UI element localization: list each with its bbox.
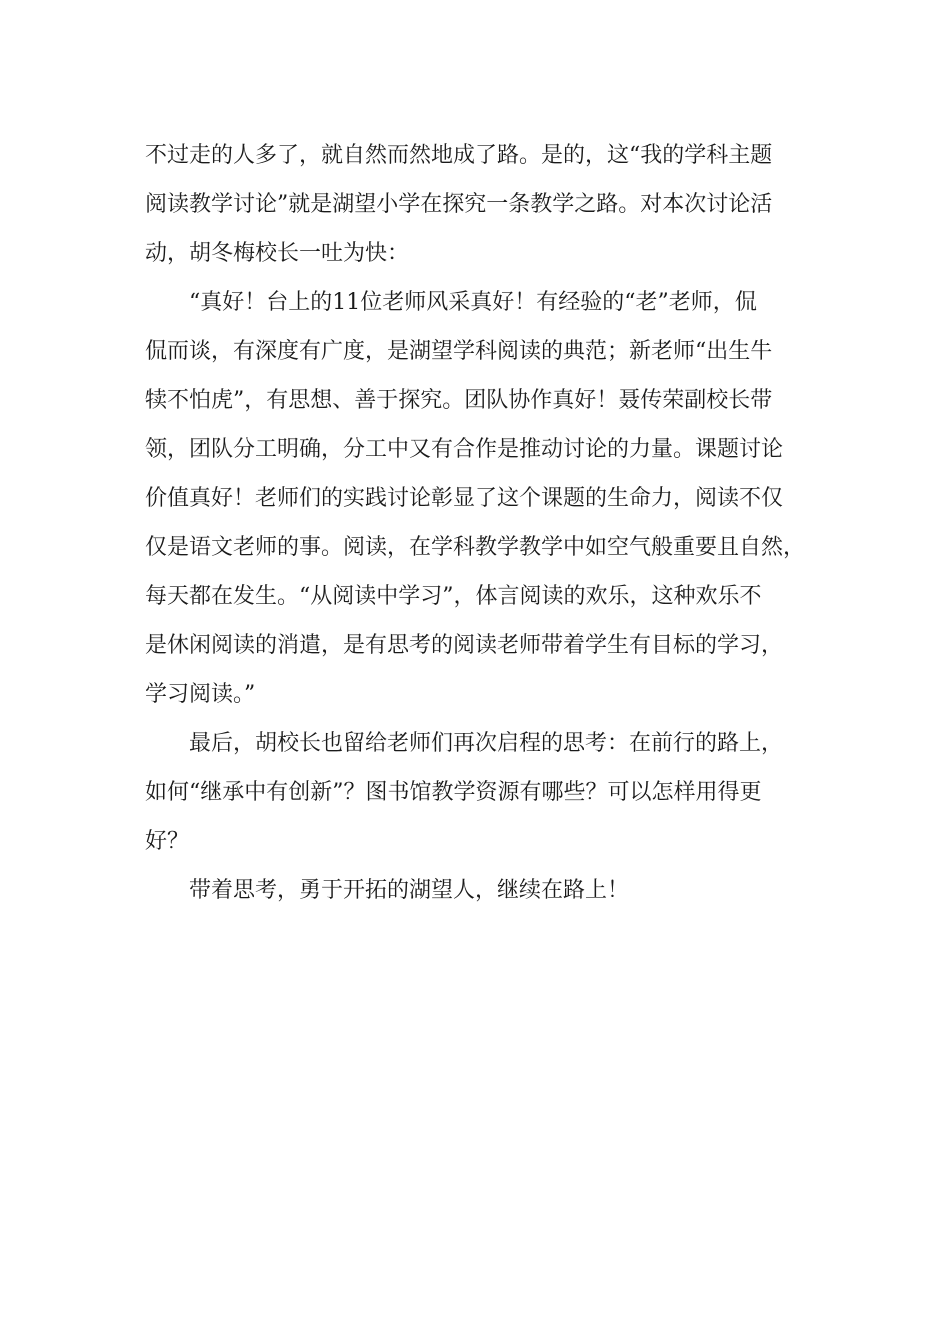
text-line: 价值真好！老师们的实践讨论彰显了这个课题的生命力，阅读不仅 <box>145 486 784 511</box>
text-line: 不过走的人多了，就自然而然地成了路。是的，这“我的学科主题 <box>145 143 773 168</box>
paragraph-1 <box>145 131 835 278</box>
text-line: 好？ <box>145 829 190 854</box>
paragraph-4 <box>145 866 835 915</box>
text-line: 仅是语文老师的事。阅读，在学科教学教学中如空气般重要且自然， <box>145 535 806 560</box>
paragraph-3 <box>145 719 835 866</box>
text-line: 学习阅读。” <box>145 682 256 707</box>
text-line: 领，团队分工明确，分工中又有合作是推动讨论的力量。课题讨论 <box>145 437 784 462</box>
text-line: 阅读教学讨论”就是湖望小学在探究一条教学之路。对本次讨论活 <box>145 192 773 217</box>
document-body <box>145 131 835 915</box>
text-line: 是休闲阅读的消遣，是有思考的阅读老师带着学生有目标的学习， <box>145 633 784 658</box>
text-line: 侃而谈，有深度有广度，是湖望学科阅读的典范；新老师“出生牛 <box>145 339 773 364</box>
text-line: 带着思考，勇于开拓的湖望人，继续在路上！ <box>189 878 630 903</box>
text-line: “真好！台上的11位老师风采真好！有经验的“老”老师，侃 <box>189 290 757 315</box>
text-line: 每天都在发生。“从阅读中学习”，体言阅读的欢乐，这种欢乐不 <box>145 584 762 609</box>
text-line: 犊不怕虎”，有思想、善于探究。团队协作真好！聂传荣副校长带 <box>145 388 773 413</box>
text-line: 最后，胡校长也留给老师们再次启程的思考：在前行的路上， <box>189 731 784 756</box>
text-line: 动，胡冬梅校长一吐为快： <box>145 241 410 266</box>
paragraph-2 <box>145 278 835 719</box>
text-line: 如何“继承中有创新”？图书馆教学资源有哪些？可以怎样用得更 <box>145 780 762 805</box>
